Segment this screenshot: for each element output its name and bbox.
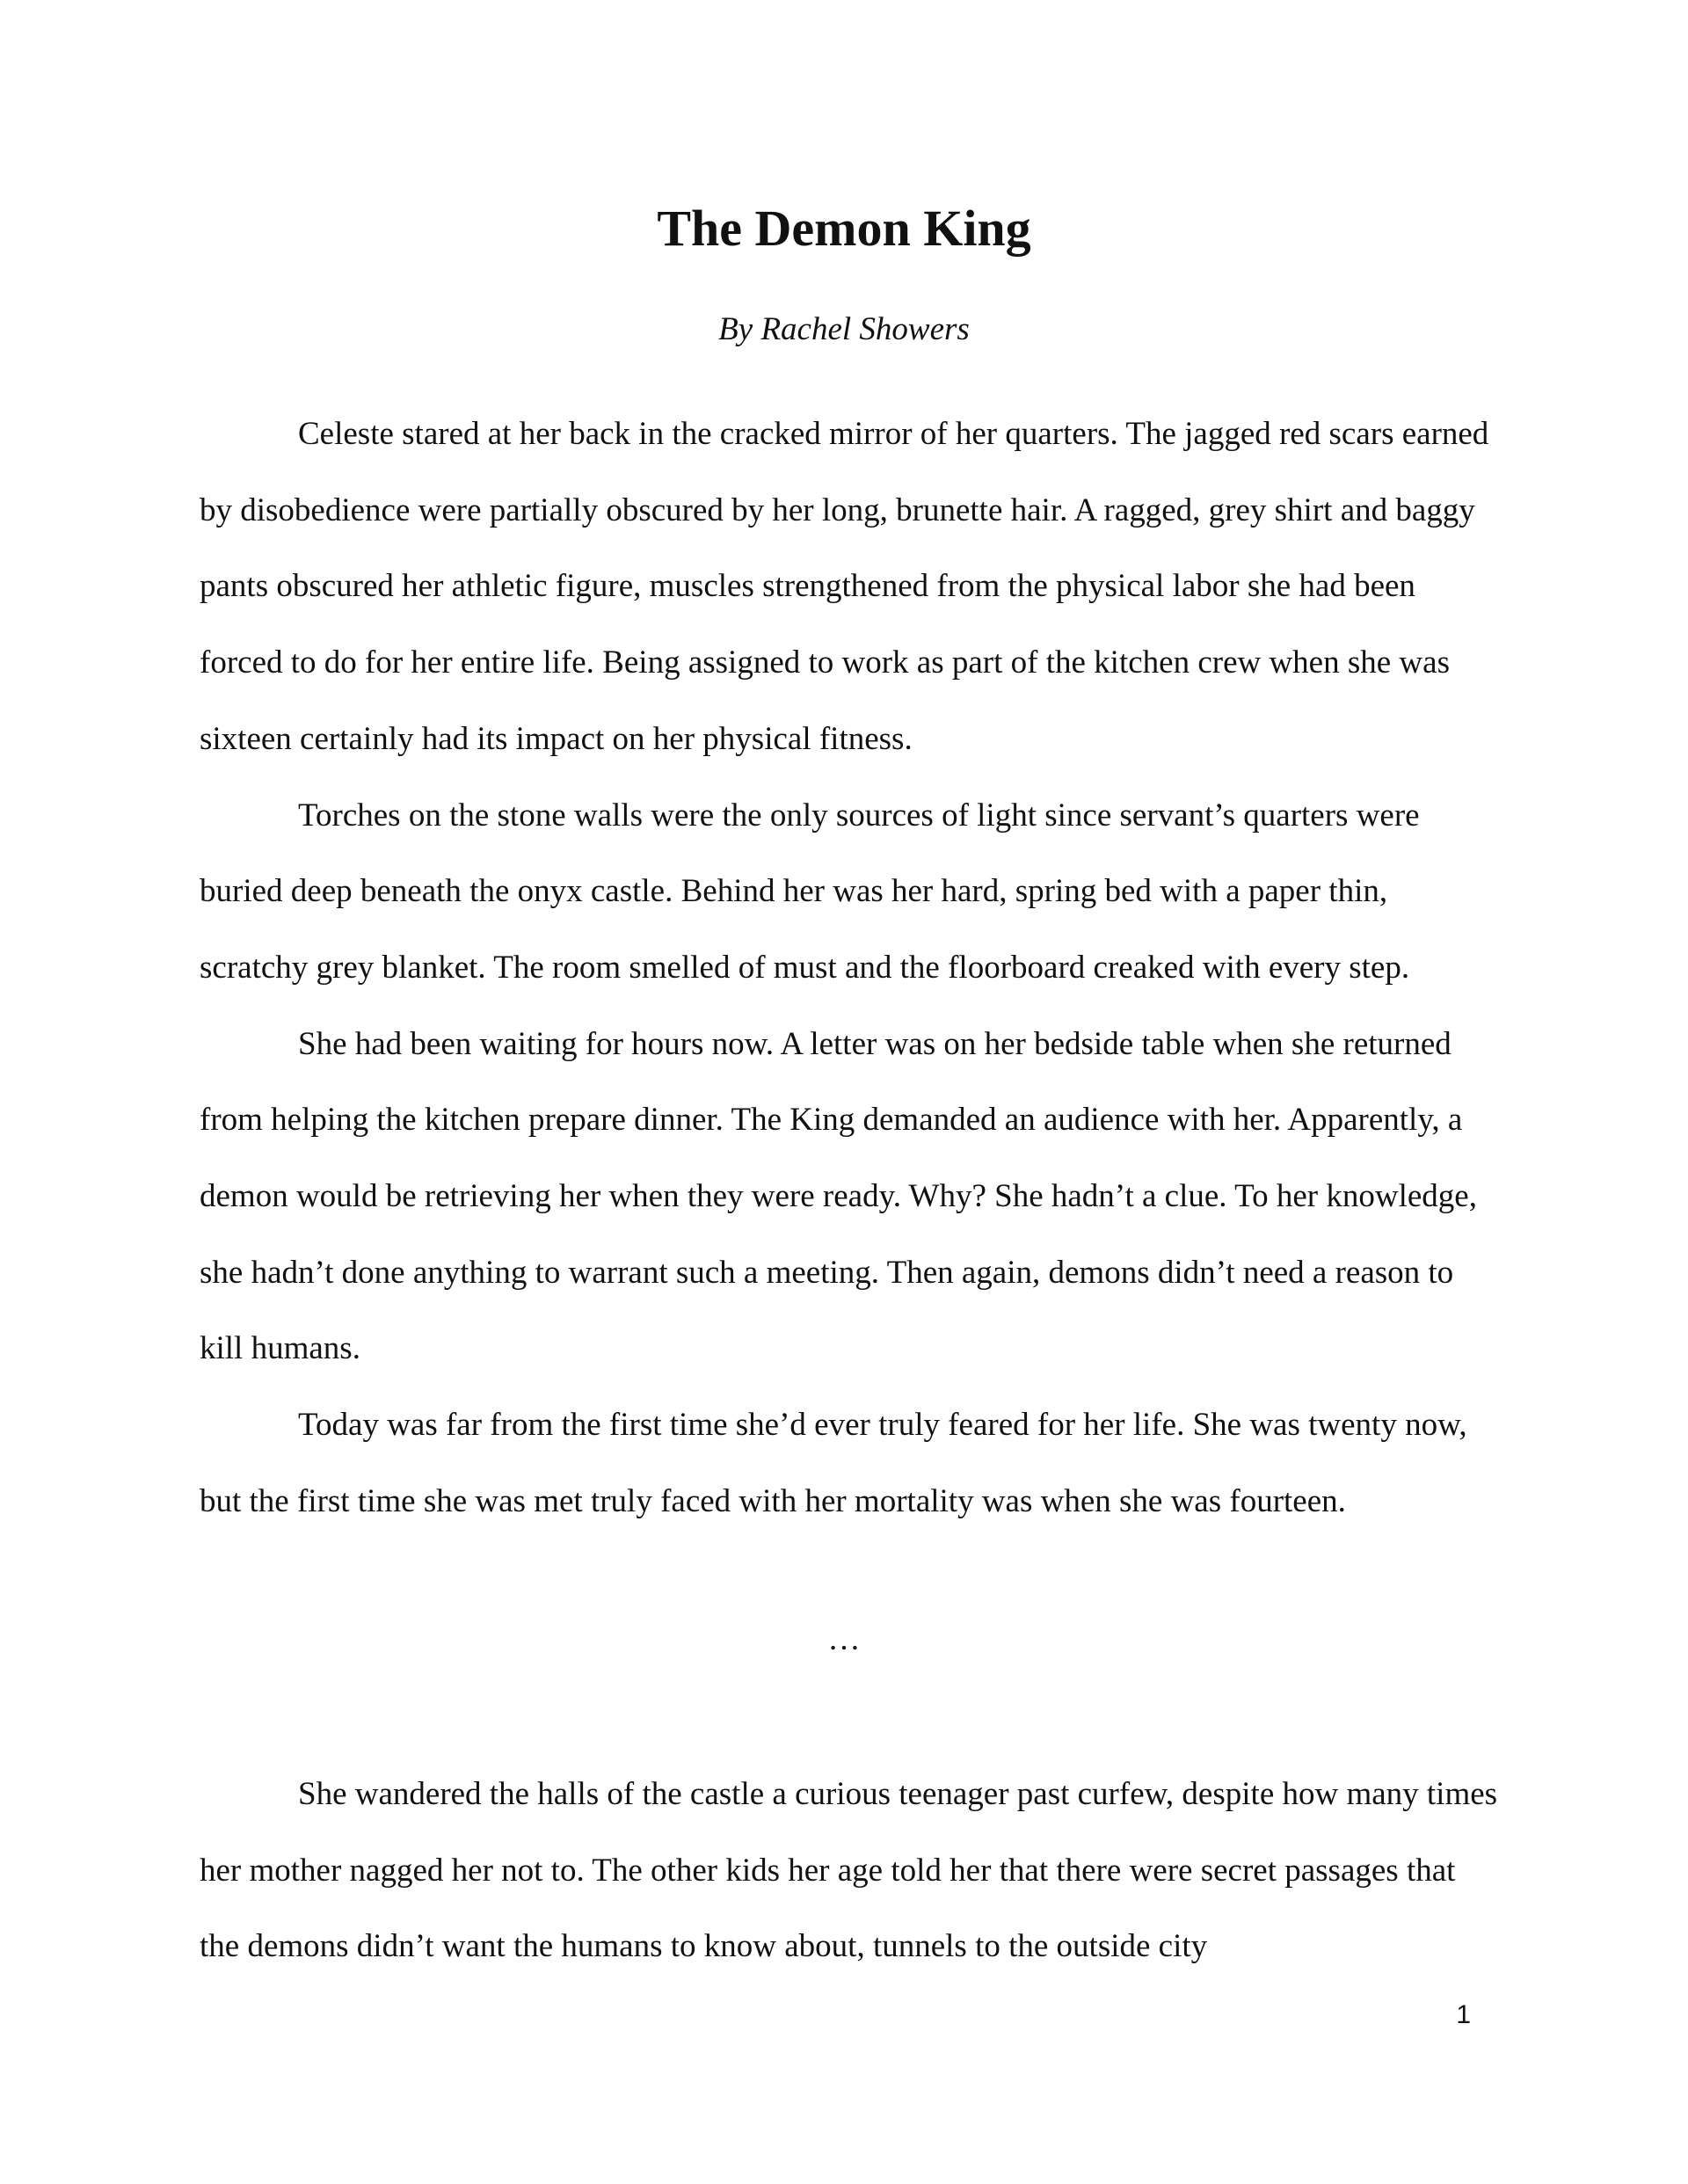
story-body-section-1 — [200, 397, 1501, 1540]
paragraph-1: Celeste stared at her back in the cracked mirror of her quarters. The jagged red scars earned by disobedience were partially obscured by her long, brunette hair. A ragged, grey shirt and baggy pants obscured her athletic figure, muscles strengthened from the physical labor she had been forced to do for her entire life. Being assigned to work as part of the kitchen crew when she was sixteen certainly had its impact on her physical fitness. — [200, 416, 1489, 757]
scene-break: … — [827, 1621, 861, 1657]
author-byline: By Rachel Showers — [718, 311, 970, 347]
paragraph-2: Torches on the stone walls were the only sources of light since servant’s quarters were buried deep beneath the onyx castle. Behind her was her hard, spring bed with a paper thin, scratchy grey blanket. The room smelled of must and the floorboard creaked with every step. — [200, 797, 1420, 986]
paragraph-5: She wandered the halls of the castle a curious teenager past curfew, despite how many times her mother nagged her not to. The other kids her age told her that there were secret passages that the demons didn’t want the humans to know about, tunnels to the outside city — [200, 1776, 1498, 1965]
story-body-section-2 — [200, 1757, 1501, 1985]
page-number: 1 — [1456, 2000, 1471, 2029]
paragraph-3: She had been waiting for hours now. A letter was on her bedside table when she returned from helping the kitchen prepare dinner. The King demanded an audience with her. Apparently, a demon would be retrieving her when they were ready. Why? She hadn’t a clue. To her knowledge, she hadn’t done anything to warrant such a meeting. Then again, demons didn’t need a reason to kill humans. — [200, 1025, 1477, 1367]
story-title: The Demon King — [657, 200, 1031, 257]
paragraph-4: Today was far from the first time she’d ever truly feared for her life. She was twenty now, but the first time she was met truly faced with her mortality was when she was fourteen. — [200, 1407, 1467, 1519]
